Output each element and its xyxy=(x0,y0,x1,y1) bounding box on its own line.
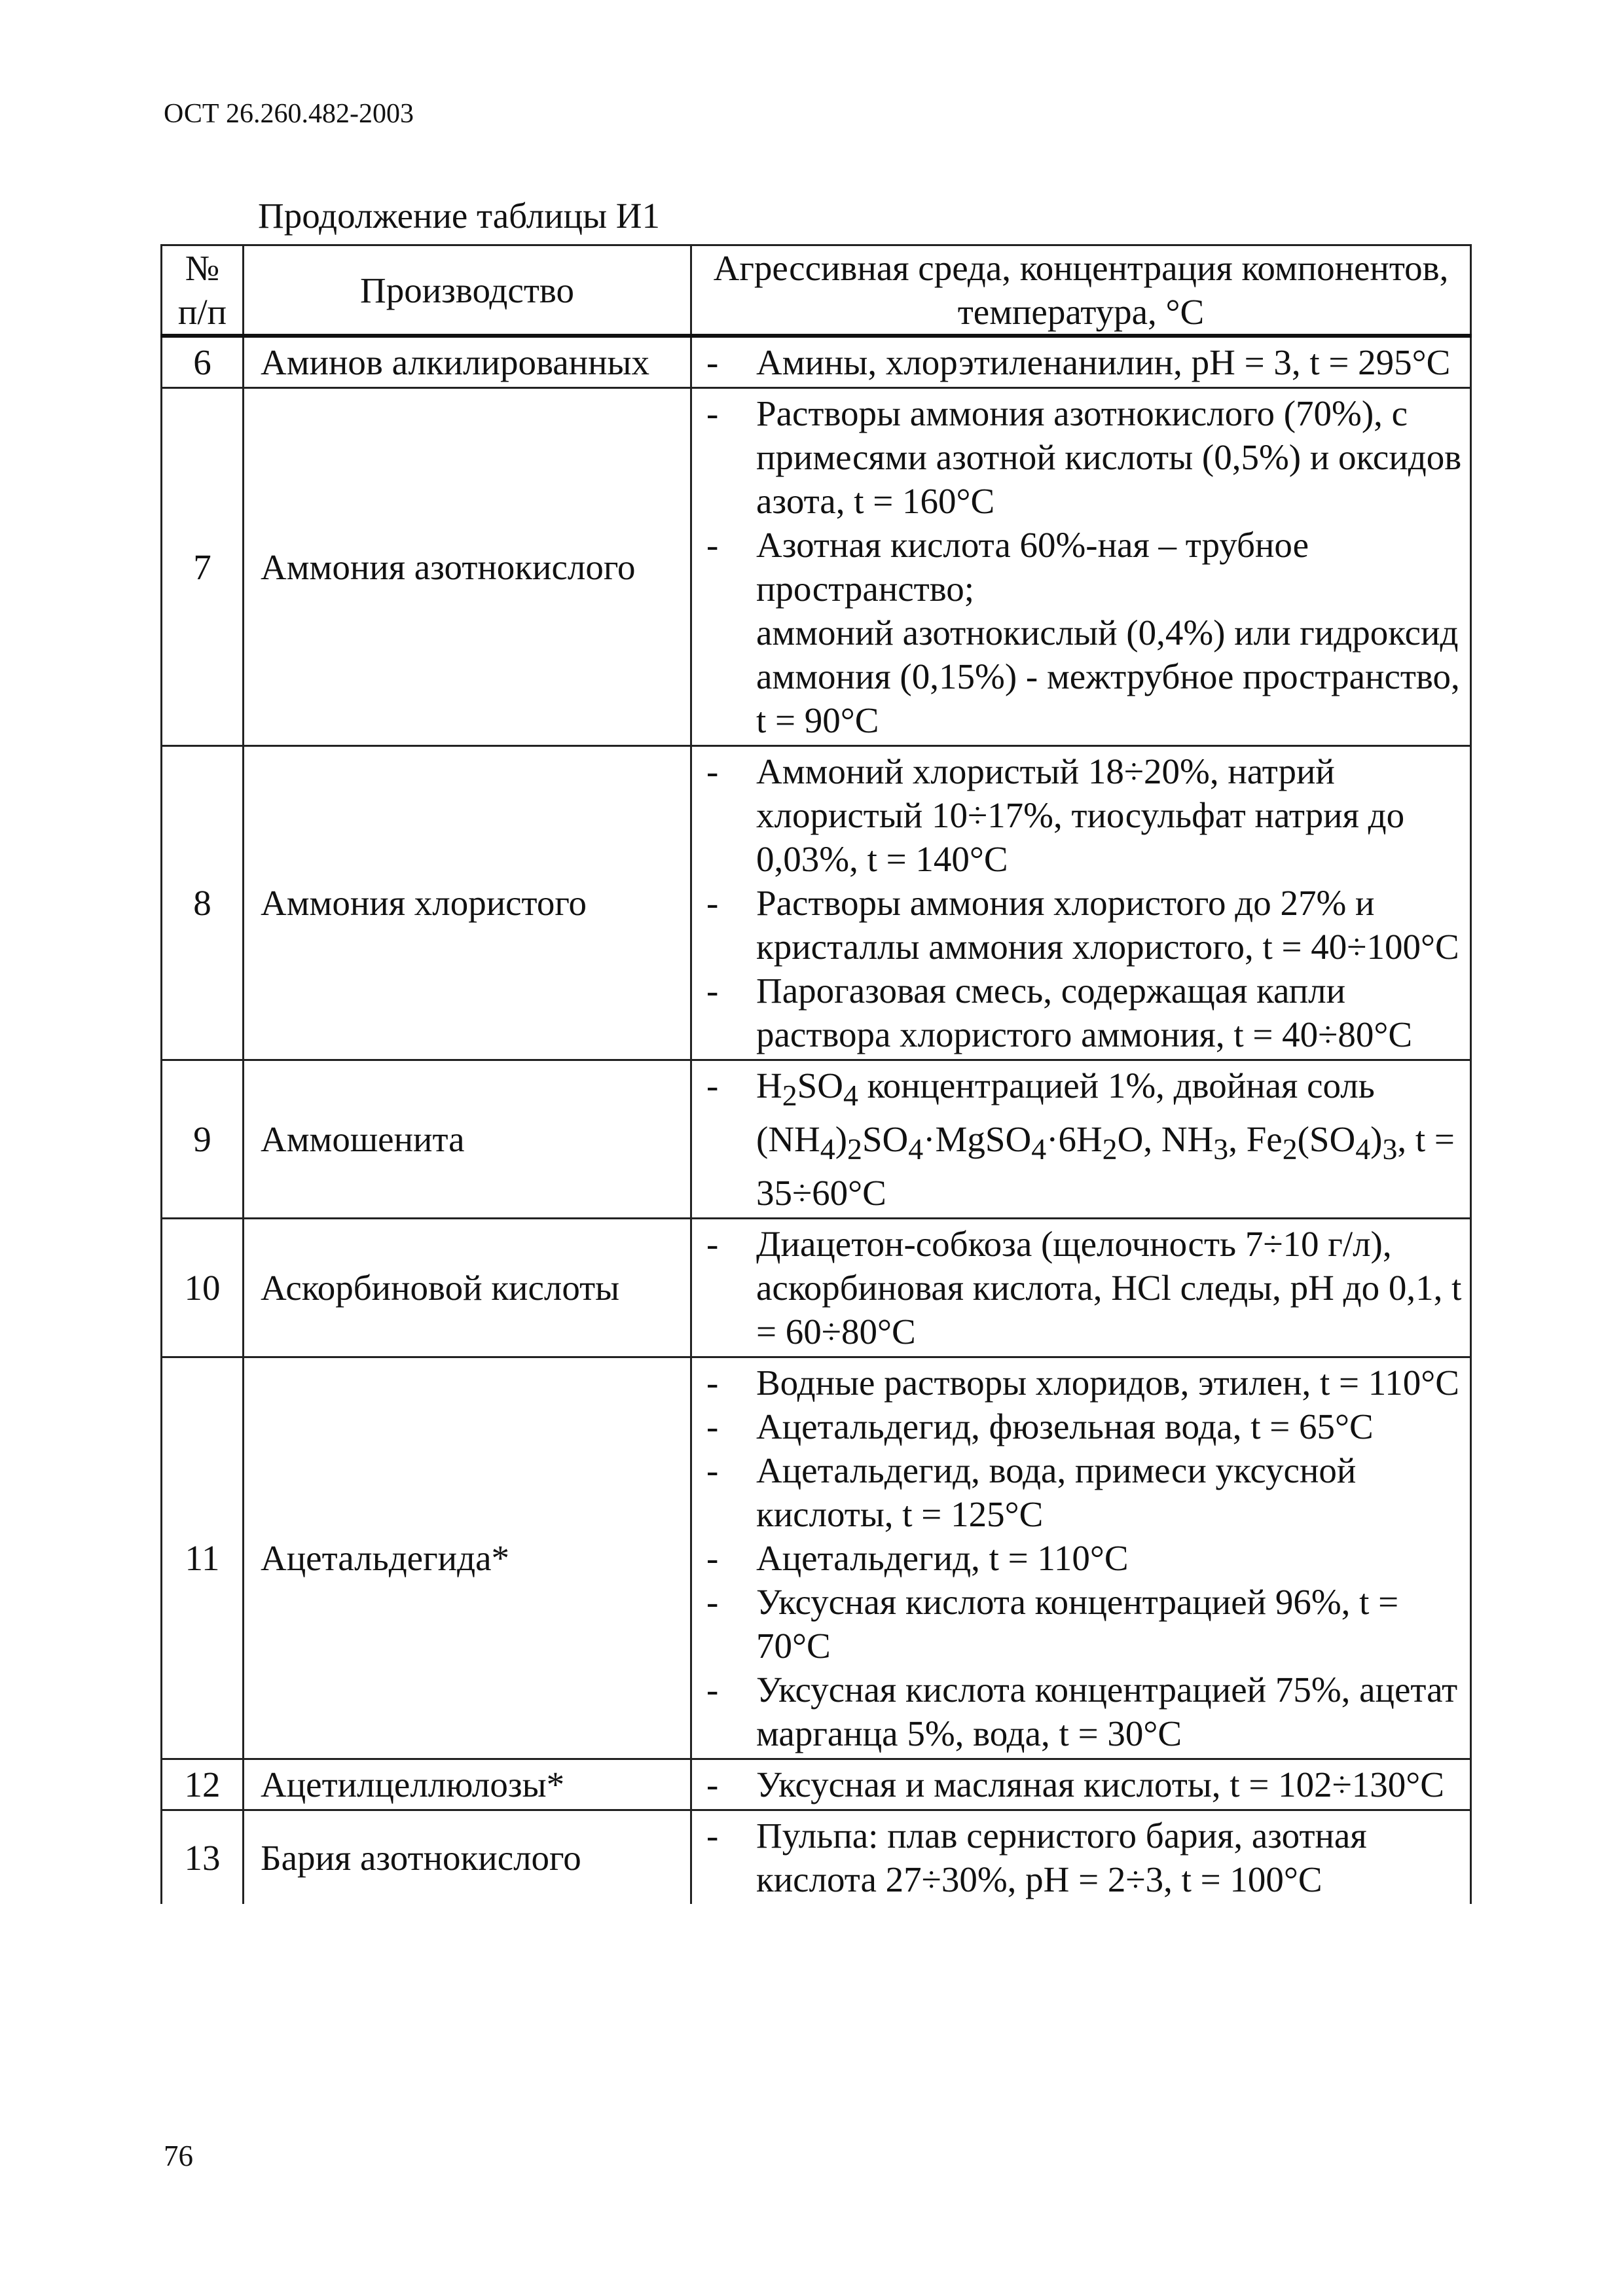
environment-item: - Ацетальдегид, вода, примеси уксусной кислоты, t = 125°С xyxy=(692,1448,1470,1536)
table-row xyxy=(162,336,1471,388)
environment-list xyxy=(692,1222,1470,1354)
row-number: 8 xyxy=(162,746,244,1060)
environment-item: аммоний азотнокислый (0,4%) или гидроксид аммония (0,15%) - межтрубное пространство, t = 90°С xyxy=(756,613,1460,740)
environment-item: - Пульпа: плав сернистого бария, азотная кислота 27÷30%, pH = 2÷3, t = 100°С xyxy=(692,1814,1470,1901)
environment-list xyxy=(692,391,1470,742)
environment-cell xyxy=(691,1219,1471,1357)
production-cell: Аскорбиновой кислоты xyxy=(244,1219,691,1357)
row-number: 11 xyxy=(162,1357,244,1759)
environment-item: - Парогазовая смесь, содержащая капли раствора хлористого аммония, t = 40÷80°С xyxy=(692,969,1470,1056)
environment-cell xyxy=(691,1357,1471,1759)
environment-list xyxy=(692,1814,1470,1901)
production-cell: Аммошенита xyxy=(244,1060,691,1219)
col-header-environment: Агрессивная среда, концентрация компонентов, температура, °С xyxy=(691,245,1471,336)
row-number: 13 xyxy=(162,1810,244,1905)
environment-list xyxy=(692,749,1470,1056)
environment-item: - Ацетальдегид, t = 110°С xyxy=(692,1536,1470,1580)
environment-item: - Аммоний хлористый 18÷20%, натрий хлористый 10÷17%, тиосульфат натрия до 0,03%, t = 140°С xyxy=(692,749,1470,881)
production-cell: Аминов алкилированных xyxy=(244,336,691,388)
table-row xyxy=(162,1219,1471,1357)
environment-list xyxy=(692,1064,1470,1215)
production-cell: Аммония хлористого xyxy=(244,746,691,1060)
production-cell: Ацетальдегида* xyxy=(244,1357,691,1759)
table-row xyxy=(162,388,1471,746)
environment-item: - $H_2SO_4$ концентрацией 1%, двойная соль $(NH_4)_2SO_4\cdot MgSO_4\cdot 6H_2O$, $NH_3$, $Fe_2(SO_4)_3$, t = 35÷60°С xyxy=(692,1064,1470,1215)
environment-item: - Уксусная и масляная кислоты, t = 102÷130°С xyxy=(692,1763,1470,1806)
production-cell: Ацетилцеллюлозы* xyxy=(244,1759,691,1810)
table-row xyxy=(162,746,1471,1060)
environment-item: - Ацетальдегид, фюзельная вода, t = 65°С xyxy=(692,1405,1470,1448)
environment-item: - Диацетон-собкоза (щелочность 7÷10 г/л), аскорбиновая кислота, HCl следы, pH до 0,1, t = 60÷80°С xyxy=(692,1222,1470,1354)
environment-cell xyxy=(691,1810,1471,1905)
row-number: 7 xyxy=(162,388,244,746)
table-row xyxy=(162,1357,1471,1759)
table-row xyxy=(162,1810,1471,1905)
row-number: 12 xyxy=(162,1759,244,1810)
row-number: 10 xyxy=(162,1219,244,1357)
main-table xyxy=(160,244,1472,1904)
environment-list xyxy=(692,1763,1470,1806)
environment-list xyxy=(692,340,1470,384)
environment-item: - Растворы аммония хлористого до 27% и кристаллы аммония хлористого, t = 40÷100°С xyxy=(692,881,1470,969)
row-number: 6 xyxy=(162,336,244,388)
environment-item: - Уксусная кислота концентрацией 75%, ацетат марганца 5%, вода, t = 30°С xyxy=(692,1668,1470,1755)
environment-list xyxy=(692,1361,1470,1755)
environment-item: - Азотная кислота 60%-ная – трубное пространство; xyxy=(692,523,1470,611)
table-header-row xyxy=(162,245,1471,336)
col-header-production: Производство xyxy=(244,245,691,336)
environment-item: - Растворы аммония азотнокислого (70%), с примесями азотной кислоты (0,5%) и оксидов азота, t = 160°С xyxy=(692,391,1470,523)
table-row xyxy=(162,1060,1471,1219)
document-code: ОСТ 26.260.482-2003 xyxy=(164,99,414,129)
environment-cell xyxy=(691,336,1471,388)
col-header-num: № п/п xyxy=(162,245,244,336)
environment-cell xyxy=(691,388,1471,746)
production-cell: Аммония азотнокислого xyxy=(244,388,691,746)
production-cell: Бария азотнокислого xyxy=(244,1810,691,1905)
table-row xyxy=(162,1759,1471,1810)
environment-cell xyxy=(691,746,1471,1060)
row-number: 9 xyxy=(162,1060,244,1219)
environment-cell xyxy=(691,1060,1471,1219)
environment-cell xyxy=(691,1759,1471,1810)
environment-item: - Амины, хлорэтиленанилин, pH = 3, t = 295°С xyxy=(692,340,1470,384)
environment-item: - Водные растворы хлоридов, этилен, t = 110°С xyxy=(692,1361,1470,1405)
table-caption: Продолжение таблицы И1 xyxy=(258,196,661,236)
page-number: 76 xyxy=(164,2140,193,2172)
environment-item: - Уксусная кислота концентрацией 96%, t = 70°С xyxy=(692,1580,1470,1668)
